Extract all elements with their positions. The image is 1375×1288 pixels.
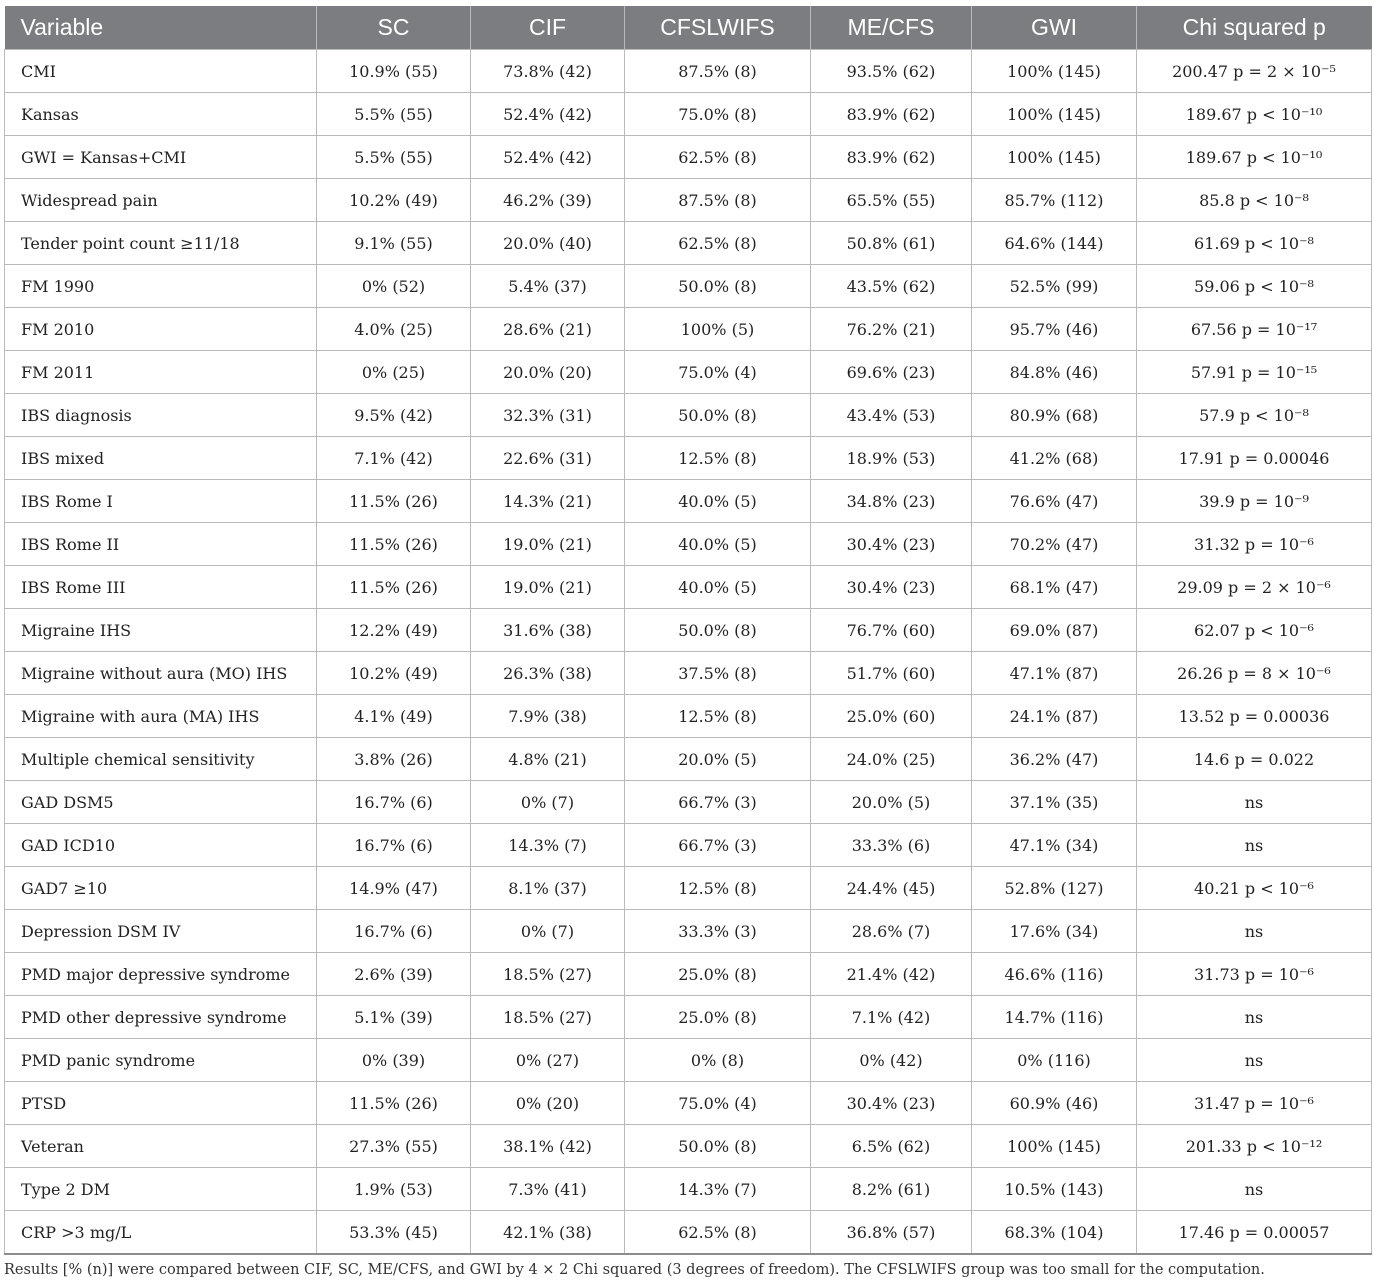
table-row — [5, 437, 1372, 480]
cell-chi: 200.47 p = 2 × 10⁻⁵ — [1137, 50, 1372, 93]
cell-variable: Multiple chemical sensitivity — [5, 738, 317, 781]
cell-variable: FM 2010 — [5, 308, 317, 351]
cell-variable: FM 2011 — [5, 351, 317, 394]
cell-gwi: 100% (145) — [972, 136, 1137, 179]
table-row — [5, 523, 1372, 566]
cell-gwi: 70.2% (47) — [972, 523, 1137, 566]
cell-mecfs: 30.4% (23) — [811, 523, 972, 566]
results-table — [4, 6, 1372, 1255]
cell-cif: 0% (20) — [471, 1082, 625, 1125]
column-header-variable: Variable — [5, 6, 317, 50]
cell-sc: 16.7% (6) — [317, 781, 471, 824]
cell-chi: 85.8 p < 10⁻⁸ — [1137, 179, 1372, 222]
cell-cif: 20.0% (20) — [471, 351, 625, 394]
cell-mecfs: 50.8% (61) — [811, 222, 972, 265]
cell-chi: 17.91 p = 0.00046 — [1137, 437, 1372, 480]
cell-cfslwifs: 75.0% (8) — [625, 93, 811, 136]
table-row — [5, 1082, 1372, 1125]
cell-gwi: 17.6% (34) — [972, 910, 1137, 953]
cell-gwi: 64.6% (144) — [972, 222, 1137, 265]
cell-chi: 26.26 p = 8 × 10⁻⁶ — [1137, 652, 1372, 695]
cell-variable: IBS mixed — [5, 437, 317, 480]
cell-sc: 53.3% (45) — [317, 1211, 471, 1255]
cell-sc: 0% (39) — [317, 1039, 471, 1082]
table-row — [5, 179, 1372, 222]
cell-cif: 52.4% (42) — [471, 136, 625, 179]
cell-sc: 3.8% (26) — [317, 738, 471, 781]
cell-cif: 0% (7) — [471, 781, 625, 824]
cell-variable: Migraine IHS — [5, 609, 317, 652]
cell-variable: FM 1990 — [5, 265, 317, 308]
cell-variable: CRP >3 mg/L — [5, 1211, 317, 1255]
cell-sc: 10.2% (49) — [317, 652, 471, 695]
cell-cif: 19.0% (21) — [471, 523, 625, 566]
cell-cif: 18.5% (27) — [471, 996, 625, 1039]
cell-cfslwifs: 50.0% (8) — [625, 394, 811, 437]
table-row — [5, 222, 1372, 265]
cell-mecfs: 24.0% (25) — [811, 738, 972, 781]
cell-sc: 5.5% (55) — [317, 93, 471, 136]
cell-mecfs: 36.8% (57) — [811, 1211, 972, 1255]
cell-sc: 2.6% (39) — [317, 953, 471, 996]
cell-cfslwifs: 62.5% (8) — [625, 1211, 811, 1255]
cell-gwi: 100% (145) — [972, 1125, 1137, 1168]
cell-chi: 17.46 p = 0.00057 — [1137, 1211, 1372, 1255]
cell-gwi: 37.1% (35) — [972, 781, 1137, 824]
cell-variable: PMD other depressive syndrome — [5, 996, 317, 1039]
cell-chi: ns — [1137, 996, 1372, 1039]
table-row — [5, 50, 1372, 93]
cell-gwi: 10.5% (143) — [972, 1168, 1137, 1211]
cell-cif: 46.2% (39) — [471, 179, 625, 222]
cell-cif: 0% (7) — [471, 910, 625, 953]
cell-mecfs: 0% (42) — [811, 1039, 972, 1082]
cell-cif: 7.9% (38) — [471, 695, 625, 738]
cell-chi: 201.33 p < 10⁻¹² — [1137, 1125, 1372, 1168]
cell-cif: 19.0% (21) — [471, 566, 625, 609]
cell-cif: 5.4% (37) — [471, 265, 625, 308]
cell-gwi: 47.1% (87) — [972, 652, 1137, 695]
cell-mecfs: 76.2% (21) — [811, 308, 972, 351]
cell-variable: PMD major depressive syndrome — [5, 953, 317, 996]
cell-mecfs: 43.5% (62) — [811, 265, 972, 308]
table-row — [5, 1125, 1372, 1168]
column-header-sc: SC — [317, 6, 471, 50]
table-row — [5, 566, 1372, 609]
cell-chi: 29.09 p = 2 × 10⁻⁶ — [1137, 566, 1372, 609]
column-header-cif: CIF — [471, 6, 625, 50]
cell-mecfs: 20.0% (5) — [811, 781, 972, 824]
cell-chi: 31.47 p = 10⁻⁶ — [1137, 1082, 1372, 1125]
cell-mecfs: 69.6% (23) — [811, 351, 972, 394]
cell-chi: 57.9 p < 10⁻⁸ — [1137, 394, 1372, 437]
cell-cfslwifs: 50.0% (8) — [625, 265, 811, 308]
table-row — [5, 308, 1372, 351]
cell-gwi: 0% (116) — [972, 1039, 1137, 1082]
cell-cif: 38.1% (42) — [471, 1125, 625, 1168]
table-row — [5, 781, 1372, 824]
cell-chi: ns — [1137, 1039, 1372, 1082]
cell-cfslwifs: 87.5% (8) — [625, 50, 811, 93]
cell-gwi: 47.1% (34) — [972, 824, 1137, 867]
cell-mecfs: 34.8% (23) — [811, 480, 972, 523]
cell-cif: 52.4% (42) — [471, 93, 625, 136]
cell-mecfs: 30.4% (23) — [811, 1082, 972, 1125]
cell-sc: 16.7% (6) — [317, 824, 471, 867]
cell-mecfs: 24.4% (45) — [811, 867, 972, 910]
cell-mecfs: 21.4% (42) — [811, 953, 972, 996]
cell-cfslwifs: 25.0% (8) — [625, 996, 811, 1039]
cell-chi: 31.32 p = 10⁻⁶ — [1137, 523, 1372, 566]
cell-chi: ns — [1137, 824, 1372, 867]
cell-cfslwifs: 66.7% (3) — [625, 781, 811, 824]
cell-mecfs: 65.5% (55) — [811, 179, 972, 222]
cell-chi: ns — [1137, 1168, 1372, 1211]
cell-gwi: 85.7% (112) — [972, 179, 1137, 222]
cell-sc: 0% (52) — [317, 265, 471, 308]
cell-sc: 10.2% (49) — [317, 179, 471, 222]
cell-cif: 0% (27) — [471, 1039, 625, 1082]
cell-mecfs: 28.6% (7) — [811, 910, 972, 953]
cell-cif: 31.6% (38) — [471, 609, 625, 652]
cell-cfslwifs: 75.0% (4) — [625, 1082, 811, 1125]
column-header-chi: Chi squared p — [1137, 6, 1372, 50]
cell-cif: 18.5% (27) — [471, 953, 625, 996]
cell-gwi: 100% (145) — [972, 50, 1137, 93]
cell-mecfs: 25.0% (60) — [811, 695, 972, 738]
cell-mecfs: 8.2% (61) — [811, 1168, 972, 1211]
cell-sc: 7.1% (42) — [317, 437, 471, 480]
table-row — [5, 738, 1372, 781]
cell-gwi: 52.5% (99) — [972, 265, 1137, 308]
table-row — [5, 1168, 1372, 1211]
cell-mecfs: 43.4% (53) — [811, 394, 972, 437]
cell-variable: Type 2 DM — [5, 1168, 317, 1211]
cell-chi: 40.21 p < 10⁻⁶ — [1137, 867, 1372, 910]
cell-sc: 9.1% (55) — [317, 222, 471, 265]
cell-chi: 62.07 p < 10⁻⁶ — [1137, 609, 1372, 652]
cell-sc: 11.5% (26) — [317, 566, 471, 609]
cell-chi: 31.73 p = 10⁻⁶ — [1137, 953, 1372, 996]
cell-gwi: 52.8% (127) — [972, 867, 1137, 910]
table-row — [5, 867, 1372, 910]
column-header-gwi: GWI — [972, 6, 1137, 50]
cell-cfslwifs: 37.5% (8) — [625, 652, 811, 695]
cell-variable: Depression DSM IV — [5, 910, 317, 953]
cell-variable: Migraine without aura (MO) IHS — [5, 652, 317, 695]
cell-cfslwifs: 40.0% (5) — [625, 523, 811, 566]
cell-sc: 5.5% (55) — [317, 136, 471, 179]
cell-cfslwifs: 66.7% (3) — [625, 824, 811, 867]
cell-variable: IBS Rome I — [5, 480, 317, 523]
cell-cfslwifs: 12.5% (8) — [625, 867, 811, 910]
cell-cif: 32.3% (31) — [471, 394, 625, 437]
cell-sc: 11.5% (26) — [317, 523, 471, 566]
cell-cfslwifs: 12.5% (8) — [625, 695, 811, 738]
cell-chi: ns — [1137, 910, 1372, 953]
cell-variable: PMD panic syndrome — [5, 1039, 317, 1082]
cell-cif: 42.1% (38) — [471, 1211, 625, 1255]
cell-gwi: 69.0% (87) — [972, 609, 1137, 652]
table-row — [5, 1039, 1372, 1082]
cell-variable: IBS Rome II — [5, 523, 317, 566]
cell-cif: 26.3% (38) — [471, 652, 625, 695]
cell-chi: ns — [1137, 781, 1372, 824]
column-header-cfslwifs: CFSLWIFS — [625, 6, 811, 50]
cell-gwi: 41.2% (68) — [972, 437, 1137, 480]
cell-cfslwifs: 50.0% (8) — [625, 1125, 811, 1168]
cell-cfslwifs: 100% (5) — [625, 308, 811, 351]
cell-variable: IBS Rome III — [5, 566, 317, 609]
cell-mecfs: 18.9% (53) — [811, 437, 972, 480]
cell-cif: 7.3% (41) — [471, 1168, 625, 1211]
cell-gwi: 68.3% (104) — [972, 1211, 1137, 1255]
cell-gwi: 24.1% (87) — [972, 695, 1137, 738]
cell-gwi: 76.6% (47) — [972, 480, 1137, 523]
cell-cfslwifs: 50.0% (8) — [625, 609, 811, 652]
table-row — [5, 93, 1372, 136]
table-row — [5, 394, 1372, 437]
cell-chi: 59.06 p < 10⁻⁸ — [1137, 265, 1372, 308]
cell-variable: GAD ICD10 — [5, 824, 317, 867]
cell-sc: 11.5% (26) — [317, 480, 471, 523]
cell-chi: 57.91 p = 10⁻¹⁵ — [1137, 351, 1372, 394]
cell-sc: 11.5% (26) — [317, 1082, 471, 1125]
cell-cfslwifs: 12.5% (8) — [625, 437, 811, 480]
cell-cfslwifs: 25.0% (8) — [625, 953, 811, 996]
cell-variable: CMI — [5, 50, 317, 93]
cell-cfslwifs: 75.0% (4) — [625, 351, 811, 394]
cell-gwi: 95.7% (46) — [972, 308, 1137, 351]
cell-variable: GAD DSM5 — [5, 781, 317, 824]
cell-mecfs: 51.7% (60) — [811, 652, 972, 695]
cell-chi: 67.56 p = 10⁻¹⁷ — [1137, 308, 1372, 351]
cell-gwi: 84.8% (46) — [972, 351, 1137, 394]
cell-sc: 27.3% (55) — [317, 1125, 471, 1168]
cell-cif: 4.8% (21) — [471, 738, 625, 781]
cell-cfslwifs: 20.0% (5) — [625, 738, 811, 781]
cell-gwi: 46.6% (116) — [972, 953, 1137, 996]
cell-cif: 28.6% (21) — [471, 308, 625, 351]
table-row — [5, 480, 1372, 523]
cell-gwi: 36.2% (47) — [972, 738, 1137, 781]
cell-chi: 61.69 p < 10⁻⁸ — [1137, 222, 1372, 265]
table-row — [5, 1211, 1372, 1255]
cell-sc: 9.5% (42) — [317, 394, 471, 437]
cell-cfslwifs: 62.5% (8) — [625, 136, 811, 179]
table-row — [5, 351, 1372, 394]
cell-sc: 4.0% (25) — [317, 308, 471, 351]
cell-cfslwifs: 0% (8) — [625, 1039, 811, 1082]
cell-cif: 73.8% (42) — [471, 50, 625, 93]
cell-sc: 0% (25) — [317, 351, 471, 394]
table-row — [5, 910, 1372, 953]
cell-variable: PTSD — [5, 1082, 317, 1125]
cell-variable: Widespread pain — [5, 179, 317, 222]
cell-cif: 14.3% (7) — [471, 824, 625, 867]
cell-variable: Migraine with aura (MA) IHS — [5, 695, 317, 738]
cell-variable: Kansas — [5, 93, 317, 136]
table-row — [5, 136, 1372, 179]
cell-cfslwifs: 62.5% (8) — [625, 222, 811, 265]
table-row — [5, 824, 1372, 867]
cell-cfslwifs: 33.3% (3) — [625, 910, 811, 953]
table-row — [5, 609, 1372, 652]
cell-mecfs: 83.9% (62) — [811, 136, 972, 179]
table-row — [5, 652, 1372, 695]
cell-variable: Veteran — [5, 1125, 317, 1168]
cell-cif: 22.6% (31) — [471, 437, 625, 480]
cell-variable: Tender point count ≥11/18 — [5, 222, 317, 265]
cell-sc: 10.9% (55) — [317, 50, 471, 93]
table-row — [5, 265, 1372, 308]
cell-mecfs: 93.5% (62) — [811, 50, 972, 93]
cell-sc: 12.2% (49) — [317, 609, 471, 652]
cell-cfslwifs: 87.5% (8) — [625, 179, 811, 222]
cell-gwi: 100% (145) — [972, 93, 1137, 136]
cell-gwi: 60.9% (46) — [972, 1082, 1137, 1125]
cell-cfslwifs: 40.0% (5) — [625, 566, 811, 609]
cell-mecfs: 83.9% (62) — [811, 93, 972, 136]
column-header-mecfs: ME/CFS — [811, 6, 972, 50]
cell-variable: GWI = Kansas+CMI — [5, 136, 317, 179]
cell-cfslwifs: 40.0% (5) — [625, 480, 811, 523]
cell-sc: 5.1% (39) — [317, 996, 471, 1039]
cell-chi: 13.52 p = 0.00036 — [1137, 695, 1372, 738]
cell-variable: GAD7 ≥10 — [5, 867, 317, 910]
header-row — [5, 6, 1372, 50]
cell-mecfs: 30.4% (23) — [811, 566, 972, 609]
cell-chi: 189.67 p < 10⁻¹⁰ — [1137, 136, 1372, 179]
cell-variable: IBS diagnosis — [5, 394, 317, 437]
cell-cif: 8.1% (37) — [471, 867, 625, 910]
cell-sc: 1.9% (53) — [317, 1168, 471, 1211]
cell-chi: 189.67 p < 10⁻¹⁰ — [1137, 93, 1372, 136]
table-body — [5, 50, 1372, 1255]
cell-cif: 20.0% (40) — [471, 222, 625, 265]
cell-gwi: 68.1% (47) — [972, 566, 1137, 609]
cell-gwi: 80.9% (68) — [972, 394, 1137, 437]
table-row — [5, 953, 1372, 996]
cell-chi: 39.9 p = 10⁻⁹ — [1137, 480, 1372, 523]
cell-sc: 14.9% (47) — [317, 867, 471, 910]
table-row — [5, 695, 1372, 738]
cell-mecfs: 76.7% (60) — [811, 609, 972, 652]
cell-mecfs: 33.3% (6) — [811, 824, 972, 867]
cell-mecfs: 6.5% (62) — [811, 1125, 972, 1168]
cell-cif: 14.3% (21) — [471, 480, 625, 523]
cell-chi: 14.6 p = 0.022 — [1137, 738, 1372, 781]
cell-sc: 4.1% (49) — [317, 695, 471, 738]
cell-sc: 16.7% (6) — [317, 910, 471, 953]
table-footnote: Results [% (n)] were compared between CIF, SC, ME/CFS, and GWI by 4 × 2 Chi squared (3 degrees of freedom). The CFSLWIFS group was too small for the computation. — [4, 1262, 1265, 1278]
cell-mecfs: 7.1% (42) — [811, 996, 972, 1039]
table-row — [5, 996, 1372, 1039]
cell-gwi: 14.7% (116) — [972, 996, 1137, 1039]
cell-cfslwifs: 14.3% (7) — [625, 1168, 811, 1211]
